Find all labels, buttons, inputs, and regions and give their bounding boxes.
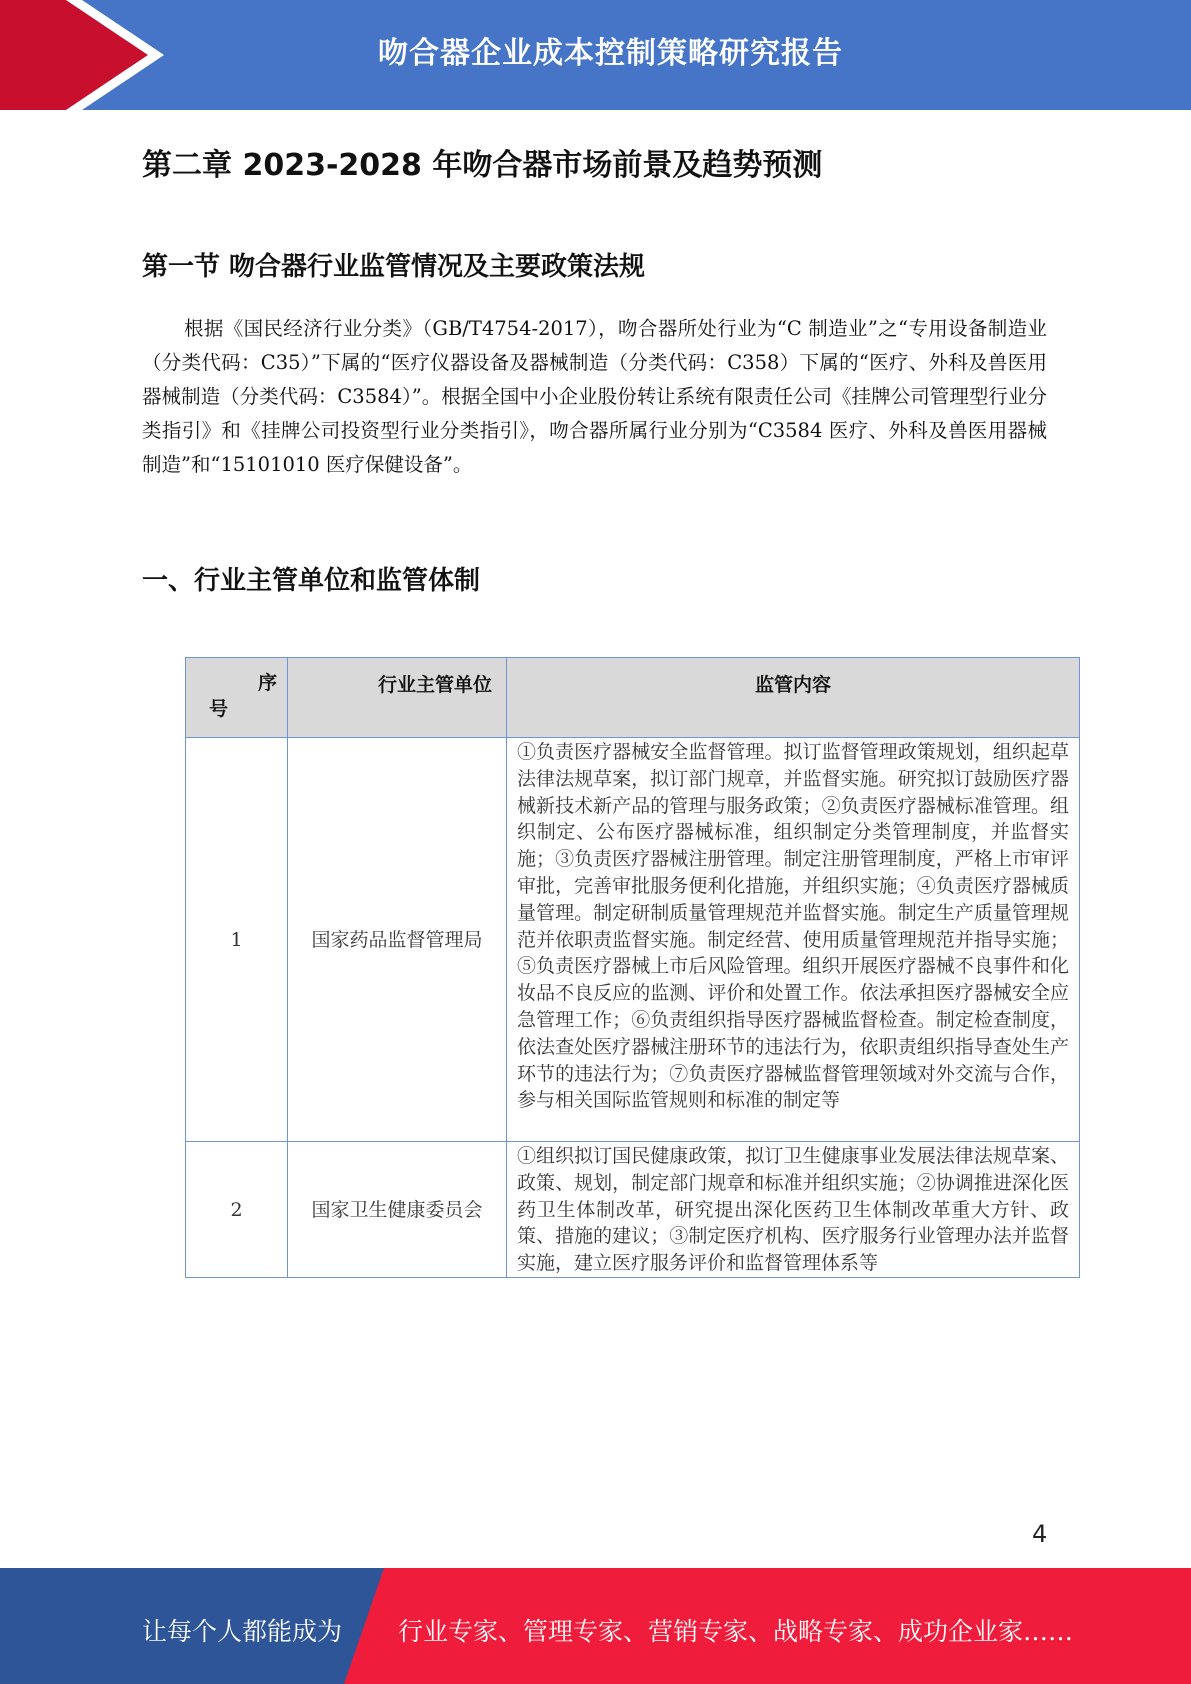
table-row: [186, 1142, 1080, 1278]
header-no-line1: 序: [257, 672, 277, 694]
row-no: 1: [186, 738, 288, 1142]
table-row: [186, 738, 1080, 1142]
table-header-row: [186, 658, 1080, 738]
header-cell-no: [186, 658, 288, 738]
footer-slogan-left: 让每个人都能成为: [142, 1617, 343, 1646]
page-header: [0, 0, 1191, 110]
row-unit: 国家药品监督管理局: [288, 738, 507, 1142]
regulatory-table: [185, 657, 1080, 1278]
row-content: ①负责医疗器械安全监督管理。拟订监督管理政策规划，组织起草法律法规草案，拟订部门规章，并监督实施。研究拟订鼓励医疗器械新技术新产品的管理与服务政策；②负责医疗器械标准管理。组织制定、公布医疗器械标准，组织制定分类管理制度，并监督实施；③负责医疗器械注册管理。制定注册管理制度，严格上市审评审批，完善审批服务便利化措施，并组织实施；④负责医疗器械质量管理。制定研制质量管理规范并监督实施。制定生产质量管理规范并依职责监督实施。制定经营、使用质量管理规范并指导实施；⑤负责医疗器械上市后风险管理。组织开展医疗器械不良事件和化妆品不良反应的监测、评价和处置工作。依法承担医疗器械安全应急管理工作；⑥负责组织指导医疗器械监督检查。制定检查制度，依法查处医疗器械注册环节的违法行为，依职责组织指导查处生产环节的违法行为；⑦负责医疗器械监督管理领域对外交流与合作，参与相关国际监管规则和标准的制定等: [507, 738, 1080, 1142]
header-title: 吻合器企业成本控制策略研究报告: [378, 36, 843, 71]
page-footer: [0, 1568, 1191, 1684]
row-no: 2: [186, 1142, 288, 1278]
row-content: ①组织拟订国民健康政策，拟订卫生健康事业发展法律法规草案、政策、规划，制定部门规章和标准并组织实施；②协调推进深化医药卫生体制改革，研究提出深化医药卫生体制改革重大方针、政策、措施的建议；③制定医疗机构、医疗服务行业管理办法并监督实施，建立医疗服务评价和监督管理体系等: [507, 1142, 1080, 1278]
footer-slogan-right: 行业专家、管理专家、营销专家、战略专家、成功企业家……: [398, 1617, 1074, 1646]
row-unit: 国家卫生健康委员会: [288, 1142, 507, 1278]
section-title: 第一节 吻合器行业监管情况及主要政策法规: [142, 252, 646, 282]
subsection-title: 一、行业主管单位和监管体制: [142, 566, 481, 596]
header-no-line2: 号: [209, 698, 229, 720]
header-cell-unit: 行业主管单位: [288, 658, 507, 738]
chapter-title: 第二章 2023-2028 年吻合器市场前景及趋势预测: [142, 148, 823, 183]
header-cell-content: 监管内容: [507, 658, 1080, 738]
page-number: 4: [1032, 1520, 1048, 1548]
body-paragraph: 根据《国民经济行业分类》（GB/T4754-2017），吻合器所处行业为“C 制造业”之“专用设备制造业（分类代码：C35）”下属的“医疗仪器设备及器械制造（分类代码：C358）下属的“医疗、外科及兽医用器械制造（分类代码：C3584）”。根据全国中小企业股份转让系统有限责任公司《挂牌公司管理型行业分类指引》和《挂牌公司投资型行业分类指引》，吻合器所属行业分别为“C3584 医疗、外科及兽医用器械制造”和“15101010 医疗保健设备”。: [142, 317, 1047, 476]
